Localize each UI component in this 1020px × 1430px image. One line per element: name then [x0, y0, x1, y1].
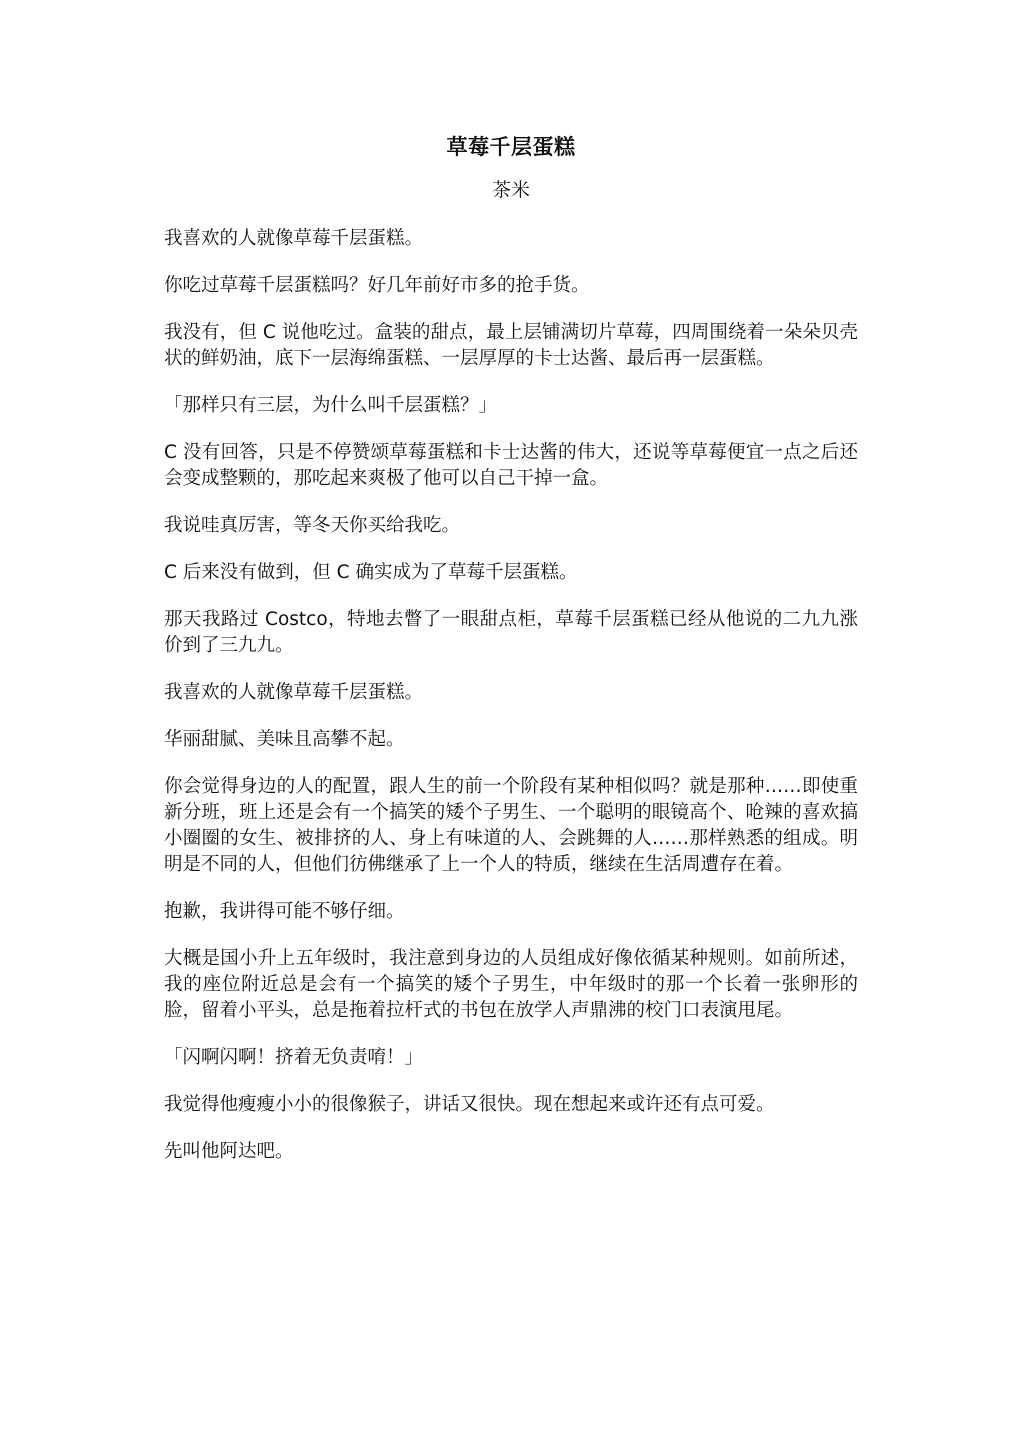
- paragraph: C 后来没有做到，但 C 确实成为了草莓千层蛋糕。: [164, 562, 578, 583]
- paragraph: 那天我路过 Costco，特地去瞥了一眼甜点柜，草莓千层蛋糕已经从他说的二九九涨价到了三九九。: [164, 609, 858, 656]
- paragraph: 我觉得他瘦瘦小小的很像猴子，讲话又很快。现在想起来或许还有点可爱。: [164, 1094, 775, 1115]
- paragraph: C 没有回答，只是不停赞颂草莓蛋糕和卡士达酱的伟大，还说等草莓便宜一点之后还会变成整颗的，那吃起来爽极了他可以自己干掉一盒。: [164, 442, 858, 489]
- paragraph: 先叫他阿达吧。: [164, 1141, 294, 1162]
- paragraph: 「那样只有三层，为什么叫千层蛋糕？」: [164, 395, 498, 416]
- paragraph: 华丽甜腻、美味且高攀不起。: [164, 729, 405, 750]
- paragraph: 我说哇真厉害，等冬天你买给我吃。: [164, 515, 461, 536]
- paragraph: 你吃过草莓千层蛋糕吗？好几年前好市多的抢手货。: [164, 275, 590, 296]
- paragraph: 我没有，但 C 说他吃过。盒装的甜点，最上层铺满切片草莓，四周围绕着一朵朵贝壳状的鲜奶油，底下一层海绵蛋糕、一层厚厚的卡士达酱、最后再一层蛋糕。: [164, 322, 858, 369]
- paragraph: 你会觉得身边的人的配置，跟人生的前一个阶段有某种相似吗？就是那种……即使重新分班，班上还是会有一个搞笑的矮个子男生、一个聪明的眼镜高个、呛辣的喜欢搞小圈圈的女生、被排挤的人、身上有味道的人、会跳舞的人……那样熟悉的组成。明明是不同的人，但他们彷佛继承了上一个人的特质，继续在生活周遭存在着。: [164, 776, 858, 875]
- document-title: 草莓千层蛋糕: [446, 135, 576, 159]
- paragraph: 大概是国小升上五年级时，我注意到身边的人员组成好像依循某种规则。如前所述，我的座位附近总是会有一个搞笑的矮个子男生，中年级时的那一个长着一张卵形的脸，留着小平头，总是拖着拉杆式的书包在放学人声鼎沸的校门口表演甩尾。: [164, 948, 858, 1021]
- paragraph: 「闪啊闪啊！挤着无负责唷！」: [164, 1047, 424, 1068]
- paragraph: 抱歉，我讲得可能不够仔细。: [164, 901, 405, 922]
- document-page: [164, 132, 858, 1186]
- paragraph: 我喜欢的人就像草莓千层蛋糕。: [164, 682, 424, 703]
- paragraph: 我喜欢的人就像草莓千层蛋糕。: [164, 228, 424, 249]
- document-author: 茶米: [491, 179, 530, 201]
